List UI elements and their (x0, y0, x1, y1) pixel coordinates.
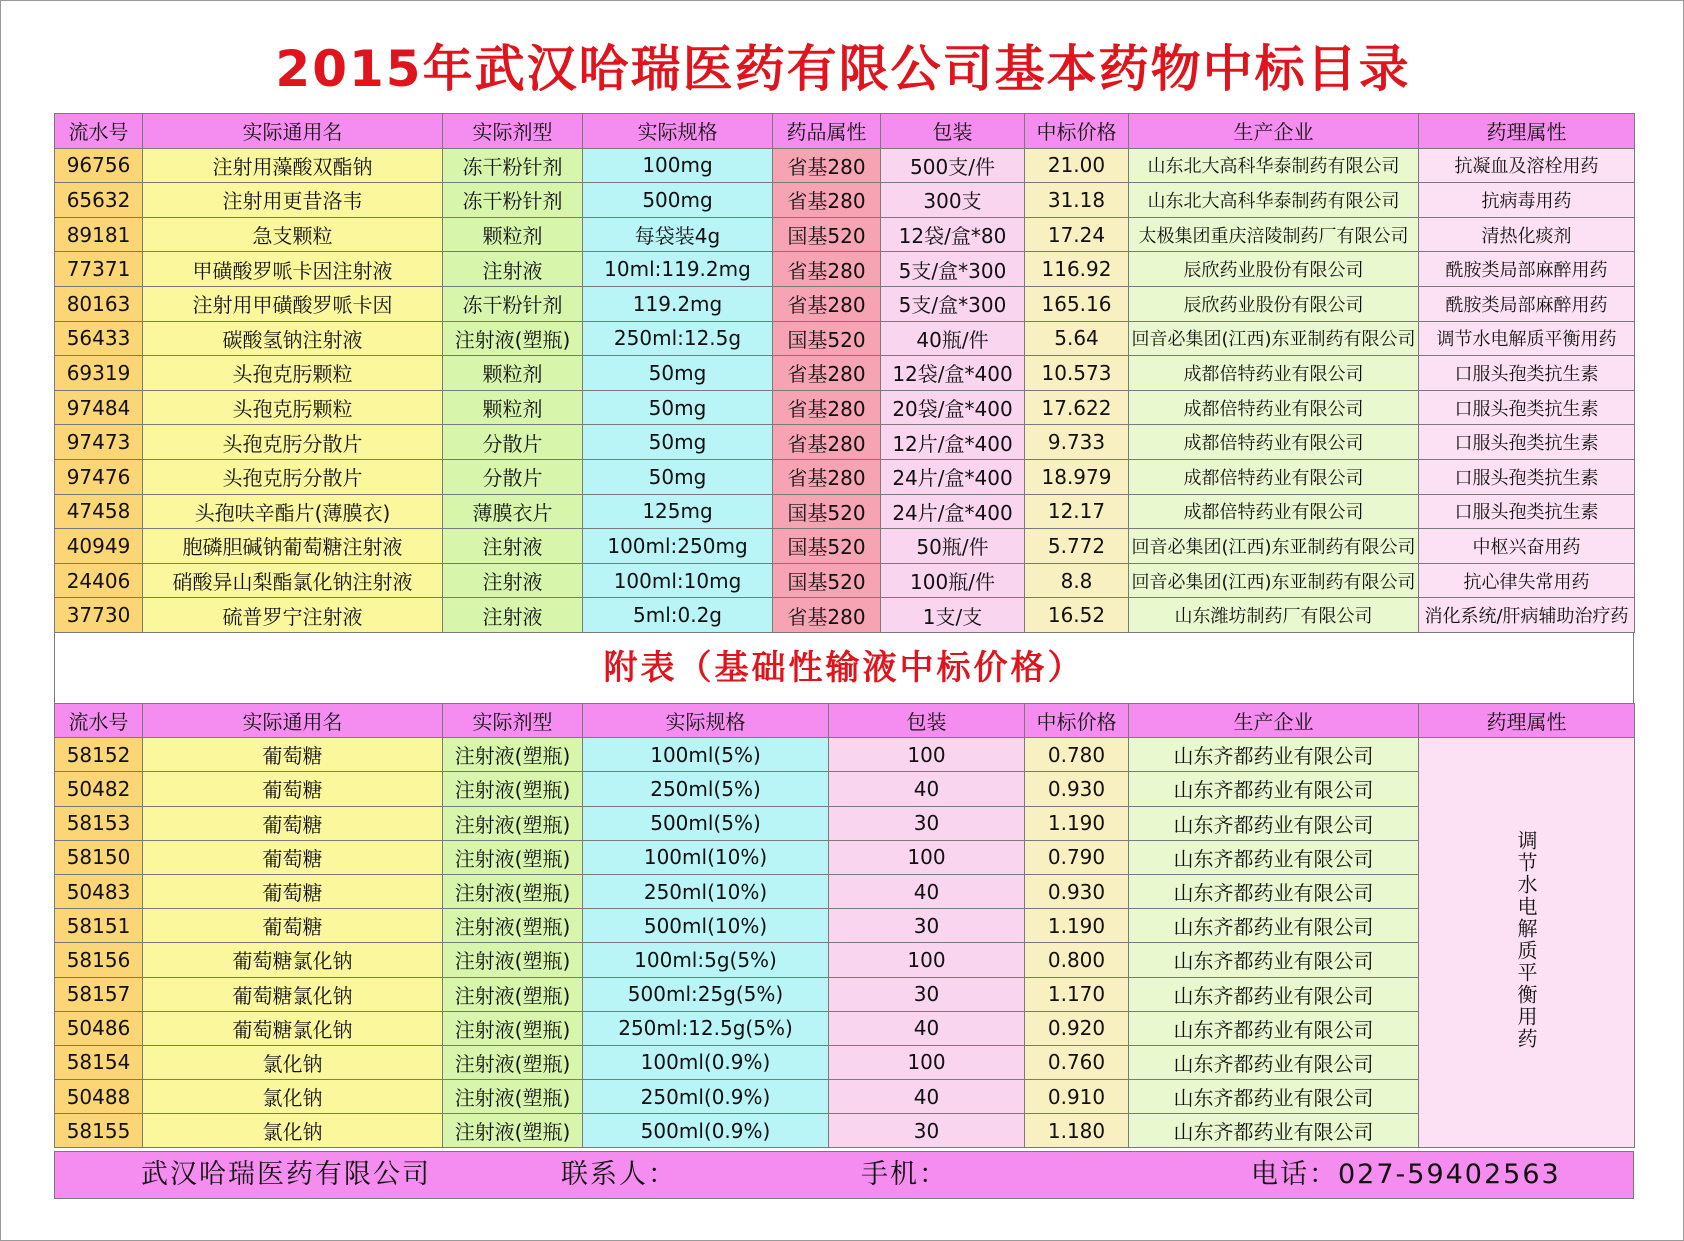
cell-generic-name: 头孢呋辛酯片(薄膜衣) (143, 494, 443, 529)
table-row (55, 148, 1635, 183)
cell-serial: 80163 (55, 286, 143, 321)
cell-drug-attr: 国基520 (773, 563, 881, 598)
cell-spec: 250ml:12.5g (583, 321, 773, 356)
cell-serial: 58153 (55, 806, 143, 840)
cell-dosage-form: 注射液(塑瓶) (443, 772, 583, 806)
cell-pharmacology-merged (1419, 738, 1635, 1148)
cell-manufacturer: 山东北大高科华泰制药有限公司 (1129, 183, 1419, 218)
cell-spec: 5ml:0.2g (583, 598, 773, 633)
cell-manufacturer: 成都倍特药业有限公司 (1129, 425, 1419, 460)
cell-generic-name: 葡萄糖 (143, 772, 443, 806)
table-row (55, 772, 1635, 806)
cell-price: 0.790 (1025, 840, 1129, 874)
cell-spec: 250ml(0.9%) (583, 1080, 829, 1114)
cell-drug-attr: 国基520 (773, 321, 881, 356)
cell-spec: 125mg (583, 494, 773, 529)
cell-manufacturer: 辰欣药业股份有限公司 (1129, 286, 1419, 321)
cell-price: 31.18 (1025, 183, 1129, 218)
footer-mobile-label: 手机： (861, 1159, 948, 1190)
cell-manufacturer: 太极集团重庆涪陵制药厂有限公司 (1129, 217, 1419, 252)
cell-package: 40 (829, 1011, 1025, 1045)
cell-pharmacology: 调节水电解质平衡用药 (1419, 321, 1635, 356)
page-title: 2015年武汉哈瑞医药有限公司基本药物中标目录 (275, 40, 1411, 98)
cell-spec: 500ml(5%) (583, 806, 829, 840)
cell-price: 10.573 (1025, 356, 1129, 391)
cell-generic-name: 硝酸异山梨酯氯化钠注射液 (143, 563, 443, 598)
cell-serial: 24406 (55, 563, 143, 598)
cell-dosage-form: 注射液 (443, 252, 583, 287)
appendix-title: 附表（基础性输液中标价格） (54, 633, 1634, 703)
cell-price: 5.64 (1025, 321, 1129, 356)
cell-generic-name: 葡萄糖氯化钠 (143, 1011, 443, 1045)
cell-package: 30 (829, 1114, 1025, 1148)
cell-serial: 58152 (55, 738, 143, 772)
cell-pharmacology: 口服头孢类抗生素 (1419, 425, 1635, 460)
cell-package: 40 (829, 1080, 1025, 1114)
cell-serial: 37730 (55, 598, 143, 633)
cell-price: 1.180 (1025, 1114, 1129, 1148)
cell-dosage-form: 注射液 (443, 563, 583, 598)
cell-manufacturer: 山东北大高科华泰制药有限公司 (1129, 148, 1419, 183)
table-row (55, 909, 1635, 943)
cell-generic-name: 注射用更昔洛韦 (143, 183, 443, 218)
cell-dosage-form: 冻干粉针剂 (443, 148, 583, 183)
header-generic-name: 实际通用名 (143, 114, 443, 149)
cell-serial: 58151 (55, 909, 143, 943)
footer-contact-bar (54, 1151, 1634, 1199)
cell-generic-name: 甲磺酸罗哌卡因注射液 (143, 252, 443, 287)
cell-serial: 65632 (55, 183, 143, 218)
cell-dosage-form: 薄膜衣片 (443, 494, 583, 529)
header-manufacturer: 生产企业 (1129, 704, 1419, 738)
cell-package: 50瓶/件 (881, 529, 1025, 564)
cell-pharmacology: 抗病毒用药 (1419, 183, 1635, 218)
cell-spec: 500ml(10%) (583, 909, 829, 943)
header-serial: 流水号 (55, 114, 143, 149)
table-header-row (55, 704, 1635, 738)
cell-price: 0.930 (1025, 874, 1129, 908)
cell-drug-attr: 省基280 (773, 252, 881, 287)
cell-manufacturer: 辰欣药业股份有限公司 (1129, 252, 1419, 287)
header-package: 包装 (829, 704, 1025, 738)
cell-generic-name: 葡萄糖 (143, 738, 443, 772)
cell-spec: 100ml:5g(5%) (583, 943, 829, 977)
table-row (55, 425, 1635, 460)
table-row (55, 806, 1635, 840)
header-generic-name: 实际通用名 (143, 704, 443, 738)
cell-serial: 40949 (55, 529, 143, 564)
cell-manufacturer: 山东齐都药业有限公司 (1129, 874, 1419, 908)
cell-spec: 100ml(0.9%) (583, 1045, 829, 1079)
header-price: 中标价格 (1025, 704, 1129, 738)
cell-dosage-form: 注射液(塑瓶) (443, 840, 583, 874)
cell-package: 1支/支 (881, 598, 1025, 633)
cell-pharmacology: 抗心律失常用药 (1419, 563, 1635, 598)
cell-package: 300支 (881, 183, 1025, 218)
cell-manufacturer: 回音必集团(江西)东亚制药有限公司 (1129, 321, 1419, 356)
cell-package: 12片/盒*400 (881, 425, 1025, 460)
cell-generic-name: 硫普罗宁注射液 (143, 598, 443, 633)
cell-dosage-form: 颗粒剂 (443, 390, 583, 425)
cell-drug-attr: 省基280 (773, 425, 881, 460)
header-spec: 实际规格 (583, 114, 773, 149)
cell-spec: 250ml(10%) (583, 874, 829, 908)
cell-generic-name: 氯化钠 (143, 1114, 443, 1148)
cell-serial: 77371 (55, 252, 143, 287)
cell-dosage-form: 注射液(塑瓶) (443, 977, 583, 1011)
cell-spec: 500ml:25g(5%) (583, 977, 829, 1011)
cell-price: 0.930 (1025, 772, 1129, 806)
table-row (55, 738, 1635, 772)
header-dosage-form: 实际剂型 (443, 114, 583, 149)
cell-dosage-form: 注射液(塑瓶) (443, 909, 583, 943)
cell-dosage-form: 注射液 (443, 598, 583, 633)
cell-spec: 50mg (583, 390, 773, 425)
cell-spec: 每袋装4g (583, 217, 773, 252)
cell-drug-attr: 省基280 (773, 459, 881, 494)
table-row (55, 840, 1635, 874)
cell-manufacturer: 成都倍特药业有限公司 (1129, 390, 1419, 425)
cell-generic-name: 葡萄糖 (143, 874, 443, 908)
cell-package: 100 (829, 738, 1025, 772)
cell-serial: 56433 (55, 321, 143, 356)
footer-contact-label: 联系人： (561, 1159, 677, 1190)
cell-dosage-form: 注射液(塑瓶) (443, 874, 583, 908)
infusion-price-table (54, 703, 1635, 1148)
cell-generic-name: 葡萄糖氯化钠 (143, 977, 443, 1011)
cell-drug-attr: 国基520 (773, 494, 881, 529)
cell-dosage-form: 注射液(塑瓶) (443, 1011, 583, 1045)
cell-drug-attr: 省基280 (773, 598, 881, 633)
cell-serial: 97484 (55, 390, 143, 425)
cell-package: 30 (829, 806, 1025, 840)
table-row (55, 321, 1635, 356)
cell-generic-name: 葡萄糖氯化钠 (143, 943, 443, 977)
cell-package: 24片/盒*400 (881, 494, 1025, 529)
header-dosage-form: 实际剂型 (443, 704, 583, 738)
cell-serial: 69319 (55, 356, 143, 391)
table-row (55, 459, 1635, 494)
cell-spec: 119.2mg (583, 286, 773, 321)
cell-spec: 100mg (583, 148, 773, 183)
cell-dosage-form: 注射液(塑瓶) (443, 1080, 583, 1114)
cell-package: 100 (829, 1045, 1025, 1079)
cell-manufacturer: 山东齐都药业有限公司 (1129, 977, 1419, 1011)
cell-serial: 50482 (55, 772, 143, 806)
cell-drug-attr: 省基280 (773, 356, 881, 391)
cell-manufacturer: 回音必集团(江西)东亚制药有限公司 (1129, 529, 1419, 564)
cell-price: 1.190 (1025, 806, 1129, 840)
cell-price: 16.52 (1025, 598, 1129, 633)
footer-company: 武汉哈瑞医药有限公司 (141, 1159, 431, 1190)
table-row (55, 286, 1635, 321)
cell-generic-name: 氯化钠 (143, 1080, 443, 1114)
table-row (55, 563, 1635, 598)
cell-serial: 58155 (55, 1114, 143, 1148)
table-row (55, 252, 1635, 287)
cell-manufacturer: 山东齐都药业有限公司 (1129, 738, 1419, 772)
cell-generic-name: 葡萄糖 (143, 840, 443, 874)
cell-pharmacology: 抗凝血及溶栓用药 (1419, 148, 1635, 183)
header-manufacturer: 生产企业 (1129, 114, 1419, 149)
cell-manufacturer: 山东齐都药业有限公司 (1129, 943, 1419, 977)
cell-manufacturer: 成都倍特药业有限公司 (1129, 494, 1419, 529)
cell-pharmacology: 口服头孢类抗生素 (1419, 356, 1635, 391)
cell-serial: 89181 (55, 217, 143, 252)
cell-generic-name: 碳酸氢钠注射液 (143, 321, 443, 356)
cell-price: 0.780 (1025, 738, 1129, 772)
table-row (55, 529, 1635, 564)
cell-pharmacology: 中枢兴奋用药 (1419, 529, 1635, 564)
cell-serial: 58150 (55, 840, 143, 874)
table-row (55, 977, 1635, 1011)
cell-pharmacology: 酰胺类局部麻醉用药 (1419, 286, 1635, 321)
cell-generic-name: 葡萄糖 (143, 806, 443, 840)
cell-spec: 10ml:119.2mg (583, 252, 773, 287)
cell-spec: 100ml(10%) (583, 840, 829, 874)
cell-manufacturer: 山东齐都药业有限公司 (1129, 806, 1419, 840)
cell-dosage-form: 注射液(塑瓶) (443, 738, 583, 772)
header-drug-attr: 药品属性 (773, 114, 881, 149)
cell-generic-name: 头孢克肟颗粒 (143, 390, 443, 425)
table-row (55, 943, 1635, 977)
cell-price: 165.16 (1025, 286, 1129, 321)
table-row (55, 1080, 1635, 1114)
header-pharmacology: 药理属性 (1419, 114, 1635, 149)
table-row (55, 356, 1635, 391)
cell-dosage-form: 注射液(塑瓶) (443, 1045, 583, 1079)
cell-generic-name: 头孢克肟分散片 (143, 425, 443, 460)
table-row (55, 1045, 1635, 1079)
cell-spec: 50mg (583, 459, 773, 494)
cell-spec: 250ml(5%) (583, 772, 829, 806)
cell-package: 30 (829, 977, 1025, 1011)
header-spec: 实际规格 (583, 704, 829, 738)
cell-price: 17.622 (1025, 390, 1129, 425)
cell-package: 100瓶/件 (881, 563, 1025, 598)
cell-generic-name: 头孢克肟颗粒 (143, 356, 443, 391)
cell-price: 18.979 (1025, 459, 1129, 494)
cell-serial: 50483 (55, 874, 143, 908)
cell-manufacturer: 山东齐都药业有限公司 (1129, 1011, 1419, 1045)
cell-price: 17.24 (1025, 217, 1129, 252)
cell-price: 0.910 (1025, 1080, 1129, 1114)
cell-serial: 58156 (55, 943, 143, 977)
cell-price: 12.17 (1025, 494, 1129, 529)
cell-manufacturer: 山东齐都药业有限公司 (1129, 909, 1419, 943)
cell-spec: 100ml:250mg (583, 529, 773, 564)
cell-price: 0.800 (1025, 943, 1129, 977)
cell-dosage-form: 注射液(塑瓶) (443, 321, 583, 356)
cell-spec: 250ml:12.5g(5%) (583, 1011, 829, 1045)
cell-drug-attr: 省基280 (773, 183, 881, 218)
cell-package: 40瓶/件 (881, 321, 1025, 356)
cell-serial: 96756 (55, 148, 143, 183)
cell-package: 20袋/盒*400 (881, 390, 1025, 425)
cell-package: 5支/盒*300 (881, 252, 1025, 287)
cell-price: 21.00 (1025, 148, 1129, 183)
cell-price: 9.733 (1025, 425, 1129, 460)
cell-manufacturer: 山东齐都药业有限公司 (1129, 772, 1419, 806)
cell-dosage-form: 冻干粉针剂 (443, 286, 583, 321)
cell-price: 1.170 (1025, 977, 1129, 1011)
cell-dosage-form: 注射液(塑瓶) (443, 943, 583, 977)
table-row (55, 874, 1635, 908)
header-serial: 流水号 (55, 704, 143, 738)
cell-package: 40 (829, 772, 1025, 806)
cell-package: 100 (829, 840, 1025, 874)
cell-serial: 50486 (55, 1011, 143, 1045)
cell-manufacturer: 成都倍特药业有限公司 (1129, 459, 1419, 494)
header-pharmacology: 药理属性 (1419, 704, 1635, 738)
cell-package: 40 (829, 874, 1025, 908)
cell-drug-attr: 国基520 (773, 529, 881, 564)
cell-pharmacology: 口服头孢类抗生素 (1419, 459, 1635, 494)
cell-price: 8.8 (1025, 563, 1129, 598)
table-row (55, 1011, 1635, 1045)
table-row (55, 390, 1635, 425)
cell-package: 12袋/盒*80 (881, 217, 1025, 252)
table-row (55, 183, 1635, 218)
cell-manufacturer: 山东齐都药业有限公司 (1129, 1114, 1419, 1148)
cell-dosage-form: 颗粒剂 (443, 217, 583, 252)
cell-pharmacology: 清热化痰剂 (1419, 217, 1635, 252)
cell-serial: 47458 (55, 494, 143, 529)
cell-serial: 97473 (55, 425, 143, 460)
cell-dosage-form: 冻干粉针剂 (443, 183, 583, 218)
cell-generic-name: 头孢克肟分散片 (143, 459, 443, 494)
cell-price: 116.92 (1025, 252, 1129, 287)
cell-price: 0.760 (1025, 1045, 1129, 1079)
cell-package: 100 (829, 943, 1025, 977)
cell-drug-attr: 省基280 (773, 148, 881, 183)
table-row (55, 217, 1635, 252)
table-row (55, 494, 1635, 529)
cell-spec: 50mg (583, 356, 773, 391)
cell-pharmacology: 口服头孢类抗生素 (1419, 494, 1635, 529)
cell-serial: 58154 (55, 1045, 143, 1079)
cell-drug-attr: 国基520 (773, 217, 881, 252)
cell-package: 5支/盒*300 (881, 286, 1025, 321)
cell-generic-name: 胞磷胆碱钠葡萄糖注射液 (143, 529, 443, 564)
cell-price: 0.920 (1025, 1011, 1129, 1045)
cell-generic-name: 急支颗粒 (143, 217, 443, 252)
table-row (55, 1114, 1635, 1148)
cell-manufacturer: 山东齐都药业有限公司 (1129, 1080, 1419, 1114)
cell-serial: 97476 (55, 459, 143, 494)
cell-manufacturer: 山东齐都药业有限公司 (1129, 840, 1419, 874)
cell-pharmacology: 消化系统/肝病辅助治疗药 (1419, 598, 1635, 633)
cell-package: 500支/件 (881, 148, 1025, 183)
table-row (55, 598, 1635, 633)
cell-manufacturer: 回音必集团(江西)东亚制药有限公司 (1129, 563, 1419, 598)
cell-spec: 100ml:10mg (583, 563, 773, 598)
cell-spec: 500mg (583, 183, 773, 218)
footer-phone: 电话：027-59402563 (1251, 1159, 1561, 1190)
pharmacology-vertical-text: 调节水电解质平衡用药 (1514, 830, 1538, 1051)
cell-pharmacology: 口服头孢类抗生素 (1419, 390, 1635, 425)
cell-package: 24片/盒*400 (881, 459, 1025, 494)
cell-serial: 50488 (55, 1080, 143, 1114)
cell-generic-name: 葡萄糖 (143, 909, 443, 943)
cell-package: 30 (829, 909, 1025, 943)
cell-package: 12袋/盒*400 (881, 356, 1025, 391)
header-price: 中标价格 (1025, 114, 1129, 149)
table-header-row (55, 114, 1635, 149)
cell-dosage-form: 分散片 (443, 459, 583, 494)
cell-price: 1.190 (1025, 909, 1129, 943)
cell-dosage-form: 注射液(塑瓶) (443, 1114, 583, 1148)
main-drug-table (54, 113, 1635, 633)
cell-pharmacology: 酰胺类局部麻醉用药 (1419, 252, 1635, 287)
cell-generic-name: 注射用藻酸双酯钠 (143, 148, 443, 183)
cell-dosage-form: 注射液 (443, 529, 583, 564)
cell-dosage-form: 颗粒剂 (443, 356, 583, 391)
cell-dosage-form: 分散片 (443, 425, 583, 460)
header-package: 包装 (881, 114, 1025, 149)
cell-spec: 50mg (583, 425, 773, 460)
cell-manufacturer: 山东潍坊制药厂有限公司 (1129, 598, 1419, 633)
cell-price: 5.772 (1025, 529, 1129, 564)
cell-serial: 58157 (55, 977, 143, 1011)
cell-drug-attr: 省基280 (773, 390, 881, 425)
cell-dosage-form: 注射液(塑瓶) (443, 806, 583, 840)
cell-generic-name: 氯化钠 (143, 1045, 443, 1079)
cell-spec: 100ml(5%) (583, 738, 829, 772)
cell-manufacturer: 成都倍特药业有限公司 (1129, 356, 1419, 391)
cell-generic-name: 注射用甲磺酸罗哌卡因 (143, 286, 443, 321)
cell-spec: 500ml(0.9%) (583, 1114, 829, 1148)
cell-drug-attr: 省基280 (773, 286, 881, 321)
cell-manufacturer: 山东齐都药业有限公司 (1129, 1045, 1419, 1079)
